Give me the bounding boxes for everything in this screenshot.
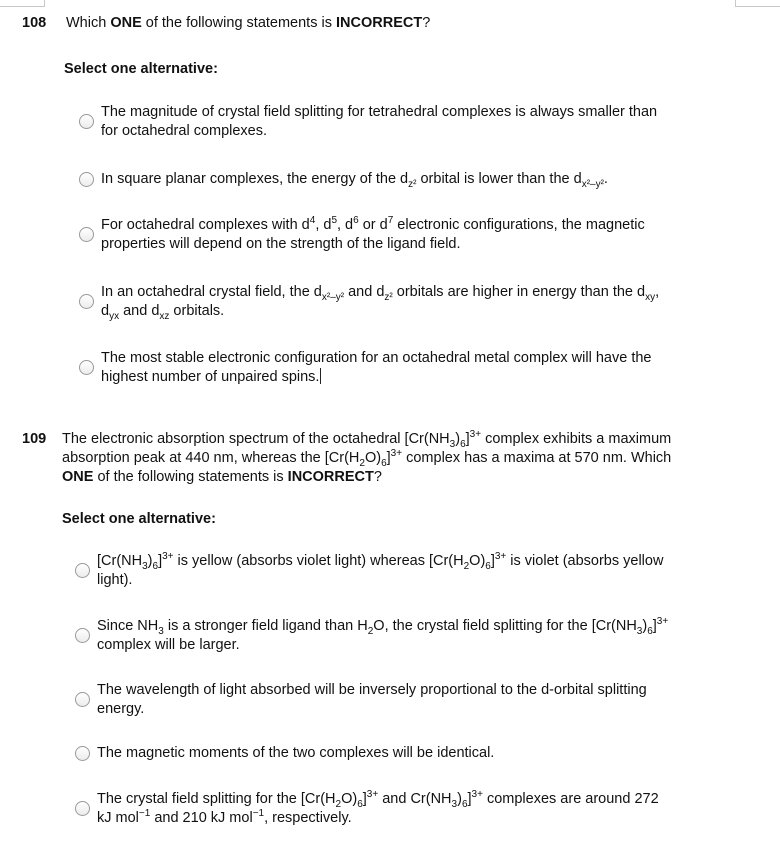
radio-button[interactable]: [75, 628, 90, 643]
option-text: In an octahedral crystal field, the $d_{x^2-y^2}$ and $d_{z^2}$ orbitals are higher in energy than the $d_{xy}$, $d_{yx}$ and $d_{xz}$ orbitals.: [101, 284, 660, 322]
q108-option-4[interactable]: [79, 283, 659, 320]
option-text: The wavelength of light absorbed will be inversely proportional to the d-orbital splitting energy.: [97, 682, 647, 717]
select-one-label: Select one alternative:: [64, 61, 218, 77]
radio-button[interactable]: [75, 692, 90, 707]
option-text: The most stable electronic configuration for an octahedral metal complex will have the highest number of unpaired spins.: [101, 350, 652, 385]
radio-button[interactable]: [79, 227, 94, 242]
option-text: $[Cr(NH_3)_6]^{3+}$ is yellow (absorbs violet light) whereas $[Cr(H_2O)_6]^{3+}$ is violet (absorbs yellow light).: [97, 551, 664, 588]
option-text: For octahedral complexes with $d^4$, $d^5$, $d^6$ or $d^7$ electronic configurations, the magnetic properties will depend on the strength of the ligand field.: [101, 215, 645, 252]
text-cursor: [320, 368, 321, 384]
option-text: Since $NH_3$ is a stronger field ligand than $H_2O$, the crystal field splitting for the $[Cr(NH_3)_6]^{3+}$ complex will be larger.: [97, 616, 669, 653]
q108-option-5[interactable]: [79, 349, 651, 386]
option-text: In square planar complexes, the energy of the $d_{z^2}$ orbital is lower than the $d_{x^2-y^2}$.: [101, 171, 608, 190]
radio-button[interactable]: [79, 114, 94, 129]
option-text: The magnitude of crystal field splitting for tetrahedral complexes is always smaller than for octahedral complexes.: [101, 104, 658, 139]
option-text: The crystal field splitting for the $[Cr(H_2O)_6]^{3+}$ and $Cr(NH_3)_6]^{3+}$ complexes are around 272 kJ mol$^{-1}$ and 210 kJ mol$^{-1}$, respectively.: [97, 789, 659, 826]
select-one-label: Select one alternative:: [62, 511, 216, 527]
radio-button[interactable]: [79, 360, 94, 375]
q109-option-5[interactable]: [75, 790, 659, 827]
radio-button[interactable]: [79, 294, 94, 309]
question-number: 108: [22, 15, 47, 31]
question-number: 109: [22, 431, 47, 447]
page-corner-mark-right: [735, 0, 780, 7]
radio-button[interactable]: [75, 563, 90, 578]
question-stem: The electronic absorption spectrum of the octahedral $[Cr(NH_3)_6]^{3+}$ complex exhibits a maximum absorption peak at 440 nm, whereas the $[Cr(H_2O)_6]^{3+}$ complex has a maxima at 570 nm. Which ONE of the following statements is INCORRECT?: [62, 429, 672, 485]
question-109: [22, 430, 752, 527]
q108-option-1[interactable]: [79, 103, 657, 140]
q109-option-3[interactable]: [75, 681, 647, 718]
radio-button[interactable]: [79, 172, 94, 187]
radio-button[interactable]: [75, 801, 90, 816]
option-text: The magnetic moments of the two complexes will be identical.: [97, 745, 495, 761]
q109-option-4[interactable]: [75, 744, 494, 763]
question-stem: Which ONE of the following statements is INCORRECT?: [66, 15, 431, 31]
page-corner-mark-left: [0, 0, 45, 7]
question-108: [22, 14, 752, 77]
q108-option-3[interactable]: [79, 216, 645, 253]
q109-option-1[interactable]: [75, 552, 663, 589]
radio-button[interactable]: [75, 746, 90, 761]
q108-option-2[interactable]: [79, 170, 608, 189]
q109-option-2[interactable]: [75, 617, 668, 654]
